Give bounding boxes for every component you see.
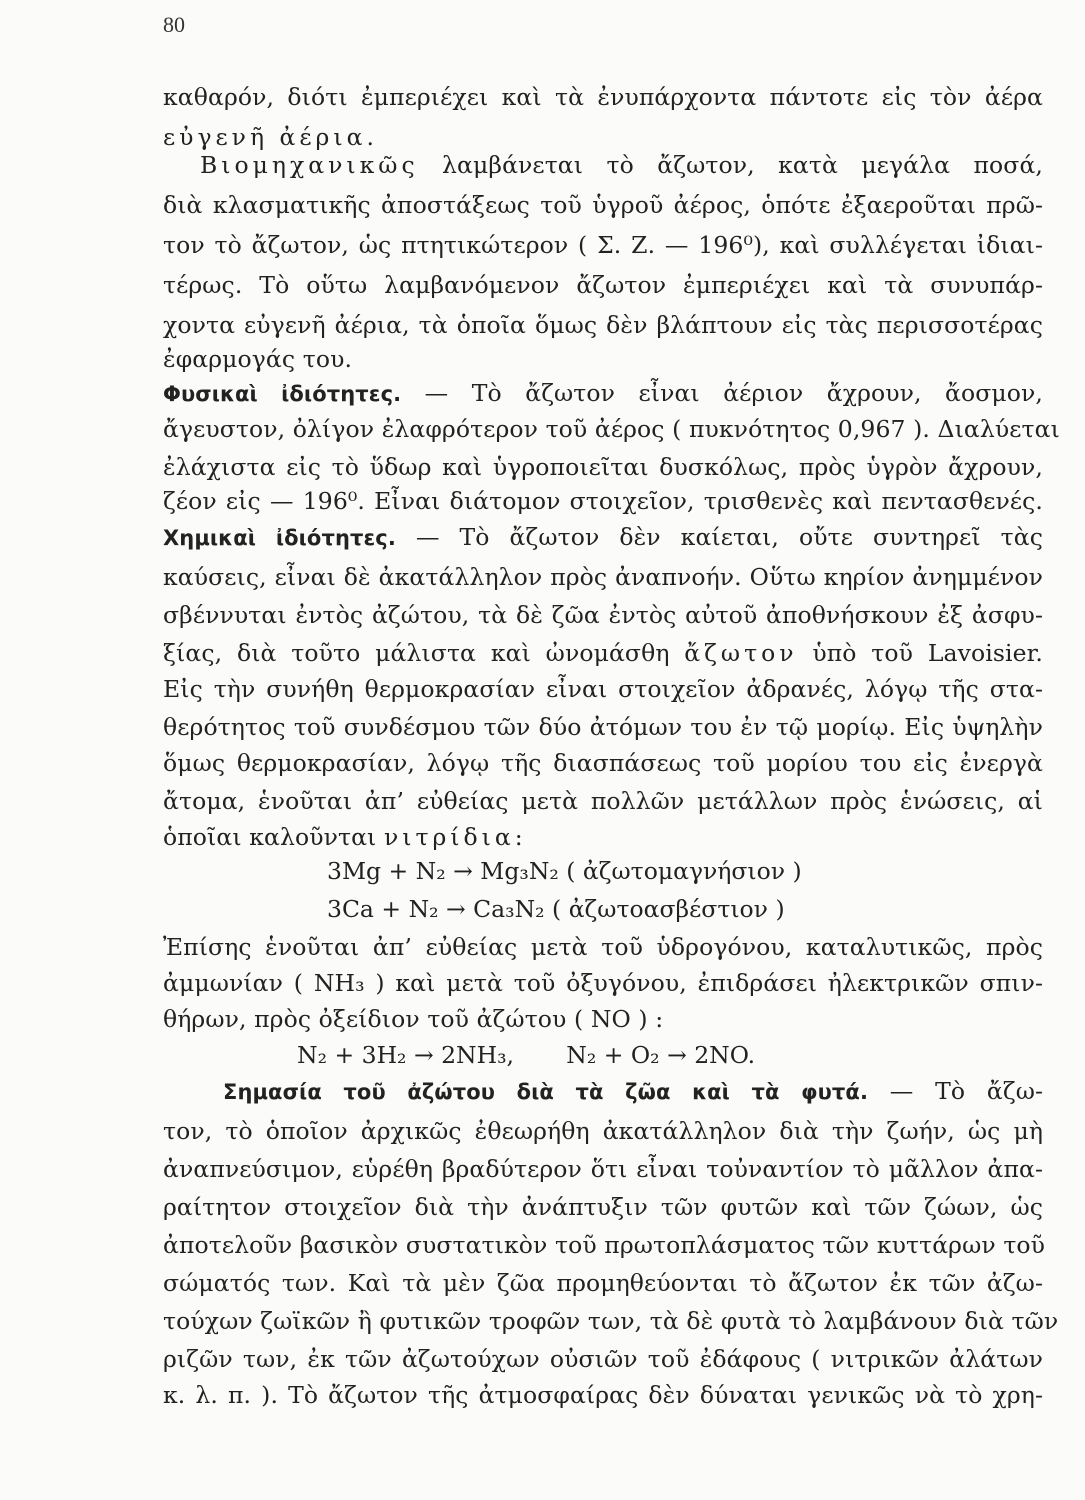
text-line: σώματός των. Καὶ τὰ μὲν ζῶα προμηθεύονται τὸ ἄζωτον ἐκ τῶν ἀζω- [163, 1269, 1043, 1297]
text-line: καύσεις, εἶναι δὲ ἀκατάλληλον πρὸς ἀναπνοήν. Οὕτω κηρίον ἀνημμένον [163, 563, 1043, 591]
text-line: ἐφαρμογάς του. [163, 345, 353, 373]
page-number: 80 [163, 12, 185, 37]
text-line: ἐλάχιστα εἰς τὸ ὕδωρ καὶ ὑγροποιεῖται δυσκόλως, πρὸς ὑγρὸν ἄχρουν, [163, 453, 1043, 481]
text-line: καθαρόν, διότι ἐμπεριέχει καὶ τὰ ἐνυπάρχοντα πάντοτε εἰς τὸν ἀέρα [163, 83, 1043, 111]
text-line: θερότητος τοῦ συνδέσμου τῶν δύο ἀτόμων του ἐν τῷ μορίῳ. Εἰς ὑψηλὴν [163, 713, 1043, 741]
text-line: τέρως. Τὸ οὕτω λαμβανόμενον ἄζωτον ἐμπεριέχει καὶ τὰ συνυπάρ- [163, 271, 1043, 299]
text-line: εὐγενῆ ἀέρια. [163, 123, 378, 151]
text-line: Βιομηχανικῶς λαμβάνεται τὸ ἄζωτον, κατὰ μεγάλα ποσά, [200, 151, 1043, 179]
text-line: ραίτητον στοιχεῖον διὰ τὴν ἀνάπτυξιν τῶν φυτῶν καὶ τῶν ζώων, ὡς [163, 1193, 1043, 1221]
chemical-equation: N₂ + 3H₂ → 2NH₃, N₂ + O₂ → 2NO. [297, 1041, 756, 1069]
text-line: ἄγευστον, ὀλίγον ἐλαφρότερον τοῦ ἀέρος ( πυκνότητος 0,967 ). Διαλύεται [163, 415, 1060, 443]
text-line: Ἐπίσης ἑνοῦται ἀπ’ εὐθείας μετὰ τοῦ ὑδρογόνου, καταλυτικῶς, πρὸς [163, 933, 1043, 961]
section-heading: Χημικαὶ ἰδιότητες. [163, 526, 396, 550]
text-line: ὁποῖαι καλοῦνται νιτρίδια: [163, 823, 527, 851]
text-line: Φυσικαὶ ἰδιότητες. — Τὸ ἄζωτον εἶναι ἀέριον ἄχρουν, ἄοσμον, [163, 379, 1043, 407]
text-line: ἀναπνεύσιμον, εὑρέθη βραδύτερον ὅτι εἶναι τοὐναντίον τὸ μᾶλλον ἀπα- [163, 1155, 1043, 1183]
text-line: κ. λ. π. ). Τὸ ἄζωτον τῆς ἀτμοσφαίρας δὲν δύναται γενικῶς νὰ τὸ χρη- [163, 1381, 1043, 1409]
text-line: χοντα εὐγενῆ ἀέρια, τὰ ὁποῖα ὅμως δὲν βλάπτουν εἰς τὰς περισσοτέρας [163, 311, 1043, 339]
text-line: ὅμως θερμοκρασίαν, λόγῳ τῆς διασπάσεως τοῦ μορίου του εἰς ἐνεργὰ [163, 749, 1043, 777]
section-heading: Σημασία τοῦ ἀζώτου διὰ τὰ ζῶα καὶ τὰ φυτά. [223, 1080, 869, 1104]
chemical-equation: 3Mg + N₂ → Mg₃N₂ ( ἀζωτομαγνήσιον ) [327, 857, 802, 885]
text-line: ἀμμωνίαν ( NH₃ ) καὶ μετὰ τοῦ ὀξυγόνου, ἐπιδράσει ἠλεκτρικῶν σπιν- [163, 969, 1043, 997]
text-line: ἄτομα, ἑνοῦται ἀπ’ εὐθείας μετὰ πολλῶν μετάλλων πρὸς ἑνώσεις, αἱ [163, 787, 1043, 815]
text-line: τούχων ζωϊκῶν ἢ φυτικῶν τροφῶν των, τὰ δὲ φυτὰ τὸ λαμβάνουν διὰ τῶν [163, 1307, 1059, 1335]
section-heading: Φυσικαὶ ἰδιότητες. [163, 382, 402, 406]
text-line: Εἰς τὴν συνήθη θερμοκρασίαν εἶναι στοιχεῖον ἀδρανές, λόγῳ τῆς στα- [163, 675, 1043, 703]
text-line: διὰ κλασματικῆς ἀποστάξεως τοῦ ὑγροῦ ἀέρος, ὁπότε ἐξαεροῦται πρῶ- [163, 191, 1043, 219]
text-line: τον τὸ ἄζωτον, ὡς πτητικώτερον ( Σ. Ζ. — 196⁰), καὶ συλλέγεται ἰδιαι- [163, 231, 1043, 259]
text-line: ἀποτελοῦν βασικὸν συστατικὸν τοῦ πρωτοπλάσματος τῶν κυττάρων τοῦ [163, 1231, 1046, 1259]
text-line: Σημασία τοῦ ἀζώτου διὰ τὰ ζῶα καὶ τὰ φυτά. — Τὸ ἄζω- [223, 1077, 1043, 1105]
text-line: Χημικαὶ ἰδιότητες. — Τὸ ἄζωτον δὲν καίεται, οὔτε συντηρεῖ τὰς [163, 523, 1043, 551]
chemical-equation: 3Ca + N₂ → Ca₃N₂ ( ἀζωτοασβέστιον ) [327, 895, 785, 923]
text-line: ζέον εἰς — 196⁰. Εἶναι διάτομον στοιχεῖον, τρισθενὲς καὶ πεντασθενές. [163, 487, 1043, 515]
text-line: τον, τὸ ὁποῖον ἀρχικῶς ἐθεωρήθη ἀκατάλληλον διὰ τὴν ζωήν, ὡς μὴ [163, 1117, 1043, 1145]
text-line: ξίας, διὰ τοῦτο μάλιστα καὶ ὠνομάσθη ἄζωτον ὑπὸ τοῦ Lavoisier. [163, 639, 1043, 667]
text-line: θήρων, πρὸς ὀξείδιον τοῦ ἀζώτου ( NO ) : [163, 1005, 664, 1033]
text-line: ριζῶν των, ἐκ τῶν ἀζωτούχων οὐσιῶν τοῦ ἐδάφους ( νιτρικῶν ἀλάτων [163, 1345, 1043, 1373]
text-line: σβέννυται ἐντὸς ἀζώτου, τὰ δὲ ζῶα ἐντὸς αὐτοῦ ἀποθνήσκουν ἐξ ἀσφυ- [163, 601, 1043, 629]
